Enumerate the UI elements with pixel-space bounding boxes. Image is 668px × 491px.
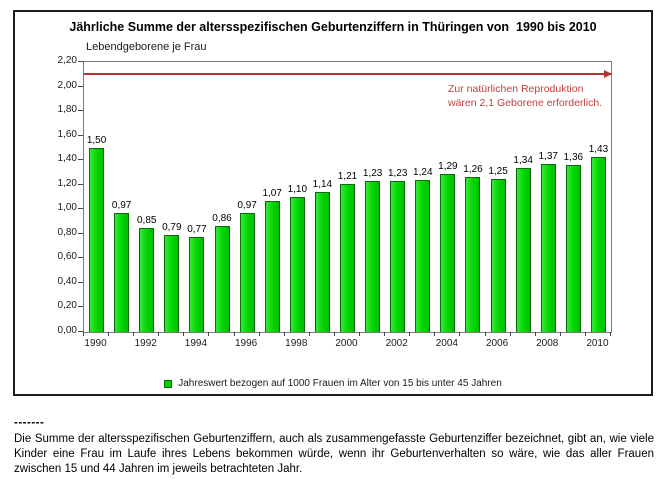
bar-1993 — [164, 235, 179, 332]
y-tick-mark — [78, 61, 83, 62]
x-tick-mark — [259, 332, 260, 336]
x-tick-label: 2010 — [586, 338, 609, 349]
x-tick-mark — [585, 332, 586, 336]
bar-2002 — [390, 181, 405, 332]
bar-value-label: 0,79 — [162, 222, 182, 233]
bar-value-label: 1,34 — [513, 155, 533, 166]
reference-annotation-line2: wären 2,1 Geborene erforderlich. — [448, 97, 603, 109]
bar-2005 — [465, 177, 480, 332]
y-tick-label: 1,80 — [57, 104, 77, 116]
y-tick-label: 0,20 — [57, 300, 77, 312]
x-tick-mark — [334, 332, 335, 336]
reference-line — [84, 73, 611, 75]
x-tick-label: 1990 — [84, 338, 107, 349]
y-tick-mark — [78, 208, 83, 209]
bar-2007 — [516, 168, 531, 332]
x-tick-mark — [610, 332, 611, 336]
bar-1990 — [89, 148, 104, 332]
y-tick-mark — [78, 86, 83, 87]
bar-value-label: 1,25 — [488, 166, 508, 177]
x-tick-mark — [560, 332, 561, 336]
x-tick-mark — [459, 332, 460, 336]
x-tick-label: 2000 — [335, 338, 358, 349]
y-tick-label: 0,80 — [57, 226, 77, 238]
bar-2006 — [491, 179, 506, 332]
y-tick-label: 1,60 — [57, 128, 77, 140]
reference-annotation — [448, 82, 602, 110]
x-tick-mark — [208, 332, 209, 336]
bar-2004 — [440, 174, 455, 332]
x-tick-mark — [83, 332, 84, 336]
x-tick-mark — [133, 332, 134, 336]
y-tick-label: 1,20 — [57, 177, 77, 189]
x-tick-label: 2006 — [485, 338, 509, 349]
x-tick-mark — [510, 332, 511, 336]
bar-1998 — [290, 197, 305, 332]
bar-value-label: 1,21 — [337, 171, 358, 182]
x-tick-mark — [284, 332, 285, 336]
x-tick-mark — [409, 332, 410, 336]
x-tick-label: 1994 — [184, 338, 208, 349]
x-tick-mark — [359, 332, 360, 336]
y-tick-label: 2,20 — [57, 55, 77, 66]
y-tick-label: 0,60 — [57, 251, 77, 263]
x-tick-label: 1992 — [134, 338, 157, 349]
bar-1995 — [215, 226, 230, 332]
y-tick-mark — [78, 110, 83, 111]
x-tick-mark — [384, 332, 385, 336]
y-tick-label: 0,40 — [57, 275, 77, 287]
x-tick-label: 2008 — [536, 338, 559, 349]
x-tick-mark — [234, 332, 235, 336]
y-tick-label: 1,00 — [57, 202, 77, 214]
x-tick-mark — [535, 332, 536, 336]
bar-1999 — [315, 192, 330, 332]
bar-value-label: 1,50 — [86, 135, 107, 146]
x-tick-mark — [485, 332, 486, 336]
footnote — [14, 417, 654, 477]
chart-title: Jährliche Summe der altersspezifischen Geburtenziffern in Thüringen von 1990 bis 2010 — [69, 20, 597, 34]
bar-value-label: 1,26 — [463, 164, 483, 175]
bar-value-label: 0,86 — [212, 213, 232, 224]
bar-1992 — [139, 228, 154, 332]
y-tick-mark — [78, 159, 83, 160]
y-tick-mark — [78, 257, 83, 258]
legend-marker-icon — [164, 380, 172, 388]
bar-2010 — [591, 157, 606, 332]
x-tick-label: 2004 — [435, 338, 458, 349]
bar-value-label: 0,85 — [137, 215, 157, 226]
bar-value-label: 0,77 — [187, 224, 207, 235]
bar-value-label: 0,97 — [237, 200, 257, 211]
y-tick-label: 1,40 — [57, 153, 77, 165]
footnote-text: Die Summe der altersspezifischen Geburtenziffern, auch als zusammengefasste Geburtenziffer bezeichnet, gibt an, wie viele Kinder eine Frau im Laufe ihres Lebens bekommen würde, wenn ihr Geburtenverhalten so wäre, wie das aller Frauen zwischen 15 und 44 Jahren im jeweils betrachteten Jahr. — [14, 433, 654, 475]
legend-label: Jahreswert bezogen auf 1000 Frauen im Alter von 15 bis unter 45 Jahren — [178, 378, 502, 389]
reference-line-arrowhead-icon — [604, 70, 612, 78]
y-tick-mark — [78, 233, 83, 234]
bar-value-label: 0,97 — [111, 200, 132, 211]
bar-1996 — [240, 213, 255, 332]
x-tick-mark — [309, 332, 310, 336]
bar-value-label: 1,10 — [287, 184, 308, 195]
bar-value-label: 1,23 — [387, 168, 408, 179]
x-tick-label: 1996 — [234, 338, 258, 349]
y-tick-mark — [78, 306, 83, 307]
x-tick-mark — [158, 332, 159, 336]
y-tick-mark — [78, 282, 83, 283]
bar-value-label: 1,14 — [312, 179, 333, 190]
bar-1997 — [265, 201, 280, 332]
bar-value-label: 1,07 — [262, 188, 282, 199]
bar-value-label: 1,36 — [563, 152, 584, 163]
bar-value-label: 1,24 — [413, 167, 433, 178]
footnote-separator: ------- — [14, 417, 45, 429]
bar-value-label: 1,43 — [588, 144, 609, 155]
plot-area — [83, 61, 612, 333]
bar-value-label: 1,37 — [538, 151, 558, 162]
bar-2009 — [566, 165, 581, 332]
bar-2003 — [415, 180, 430, 332]
y-tick-mark — [78, 184, 83, 185]
x-tick-mark — [183, 332, 184, 336]
y-axis-label: Lebendgeborene je Frau — [86, 41, 207, 53]
bar-2008 — [541, 164, 556, 332]
bar-value-label: 1,23 — [362, 168, 383, 179]
bar-value-label: 1,29 — [438, 161, 458, 172]
x-tick-mark — [434, 332, 435, 336]
x-tick-label: 1998 — [285, 338, 308, 349]
bar-1994 — [189, 237, 204, 332]
x-tick-mark — [108, 332, 109, 336]
legend — [15, 378, 651, 389]
bar-2001 — [365, 181, 380, 332]
y-tick-label: 2,00 — [57, 79, 77, 91]
bar-2000 — [340, 184, 355, 332]
chart-panel — [13, 10, 653, 396]
y-tick-mark — [78, 135, 83, 136]
reference-annotation-line1: Zur natürlichen Reproduktion — [448, 83, 584, 95]
y-tick-label: 0,00 — [57, 325, 77, 336]
bar-1991 — [114, 213, 129, 332]
x-tick-label: 2002 — [385, 338, 408, 349]
